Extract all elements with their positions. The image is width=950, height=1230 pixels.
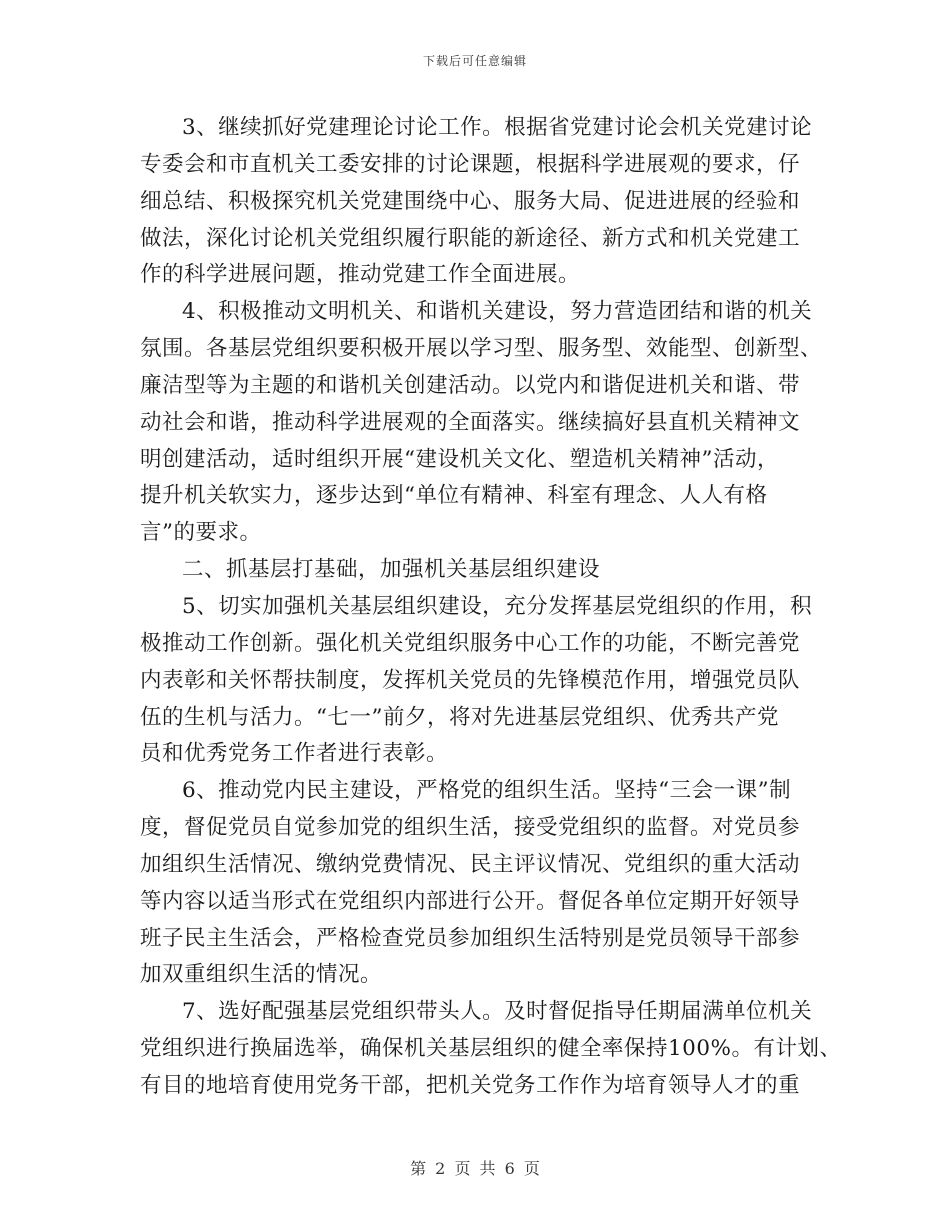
text-line: 言”的要求。 [140,520,262,546]
text-line: 员和优秀党务工作者进行表彰。 [140,741,449,767]
text-line: 动社会和谐，推动科学进展观的全面落实。继续搞好县直机关精神文 [140,409,801,435]
text-line: 氛围。各基层党组织要积极开展以学习型、服务型、效能型、创新型、 [140,336,823,362]
text-line: 等内容以适当形式在党组织内部进行公开。督促各单位定期开好领导 [140,888,801,914]
page-header: 下载后可任意编辑 [422,54,527,68]
text-line: 6、推动党内民主建设，严格党的组织生活。坚持“三会一课”制 [182,778,792,804]
page-footer: 第 2 页 共 6 页 [410,1159,540,1178]
text-line: 党组织进行换届选举，确保机关基层组织的健全率保持100%。有计划、 [140,1036,842,1062]
text-line: 极推动工作创新。强化机关党组织服务中心工作的功能，不断完善党 [140,630,801,656]
text-line: 明创建活动，适时组织开展“建设机关文化、塑造机关精神”活动， [140,446,779,472]
text-line: 有目的地培育使用党务干部，把机关党务工作作为培育领导人才的重 [140,1072,801,1098]
text-line: 3、继续抓好党建理论讨论工作。根据省党建讨论会机关党建讨论 [182,115,813,140]
text-line: 内表彰和关怀帮扶制度，发挥机关党员的先锋模范作用，增强党员队 [140,667,801,693]
text-line: 7、选好配强基层党组织带头人。及时督促指导任期届满单位机关 [182,999,813,1025]
text-line: 加组织生活情况、缴纳党费情况、民主评议情况、党组织的重大活动 [140,851,801,877]
document-body [140,110,842,1105]
text-line: 班子民主生活会，严格检查党员参加组织生活特别是党员领导干部参 [140,925,801,951]
text-line: 伍的生机与活力。“七一”前夕，将对先进基层党组织、优秀共产党 [140,704,779,730]
text-line: 二、抓基层打基础，加强机关基层组织建设 [182,557,601,583]
text-line: 加双重组织生活的情况。 [140,962,383,988]
text-line: 4、积极推动文明机关、和谐机关建设，努力营造团结和谐的机关 [182,299,813,325]
text-line: 做法，深化讨论机关党组织履行职能的新途径、新方式和机关党建工 [140,225,801,251]
text-line: 提升机关软实力，逐步达到“单位有精神、科室有理念、人人有格 [140,483,768,509]
text-line: 5、切实加强机关基层组织建设，充分发挥基层党组织的作用，积 [182,593,813,619]
text-line: 廉洁型等为主题的和谐机关创建活动。以党内和谐促进机关和谐、带 [140,372,801,398]
text-line: 专委会和市直机关工委安排的讨论课题，根据科学进展观的要求，仔 [140,151,801,177]
text-line: 细总结、积极探究机关党建围绕中心、服务大局、促进进展的经验和 [140,188,801,214]
text-line: 度，督促党员自觉参加党的组织生活，接受党组织的监督。对党员参 [140,815,801,841]
text-line: 作的科学进展问题，推动党建工作全面进展。 [140,262,581,288]
